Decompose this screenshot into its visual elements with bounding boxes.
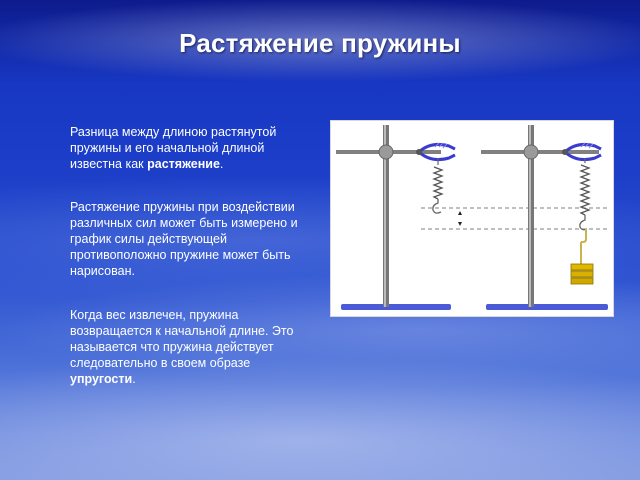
clamp-boss <box>524 145 538 159</box>
hook <box>580 215 587 230</box>
clamp-boss <box>379 145 393 159</box>
paragraph-end: . <box>219 157 224 171</box>
spring-icon <box>433 158 442 213</box>
spring-icon <box>580 158 589 230</box>
paragraph-end: . <box>132 372 136 386</box>
stand-unloaded-icon <box>336 125 455 310</box>
weight-icon <box>571 229 593 284</box>
horizontal-arm <box>481 150 599 154</box>
extension-arrow-icon <box>458 211 462 226</box>
bold-term-extension: растяжение <box>147 157 220 171</box>
hook <box>433 199 441 213</box>
spring-stretch-figure <box>330 120 614 317</box>
bold-term-elasticity: упругости <box>70 372 133 386</box>
paragraph-text: Разница между длиною растянутой пружины и его начальной длиной известна как <box>70 125 277 171</box>
paragraph-text: Когда вес извлечен, пружина возвращается к начальной длине. Это называется что пружина действует следовательно в своем образе <box>70 308 294 370</box>
stand-loaded-icon <box>481 125 608 310</box>
paragraph-text: Растяжение пружины при воздействии различных сил может быть измерено и график силы действующей противоположно пружине может быть нарисован. <box>70 200 298 278</box>
stand-base <box>486 304 608 310</box>
paragraph-force-measurement <box>70 199 315 279</box>
spring-diagram <box>331 121 613 316</box>
paragraph-elasticity <box>70 307 315 387</box>
slide-title: Растяжение пружины <box>179 28 461 58</box>
stand-base <box>341 304 451 310</box>
paragraph-extension-definition <box>70 124 315 172</box>
